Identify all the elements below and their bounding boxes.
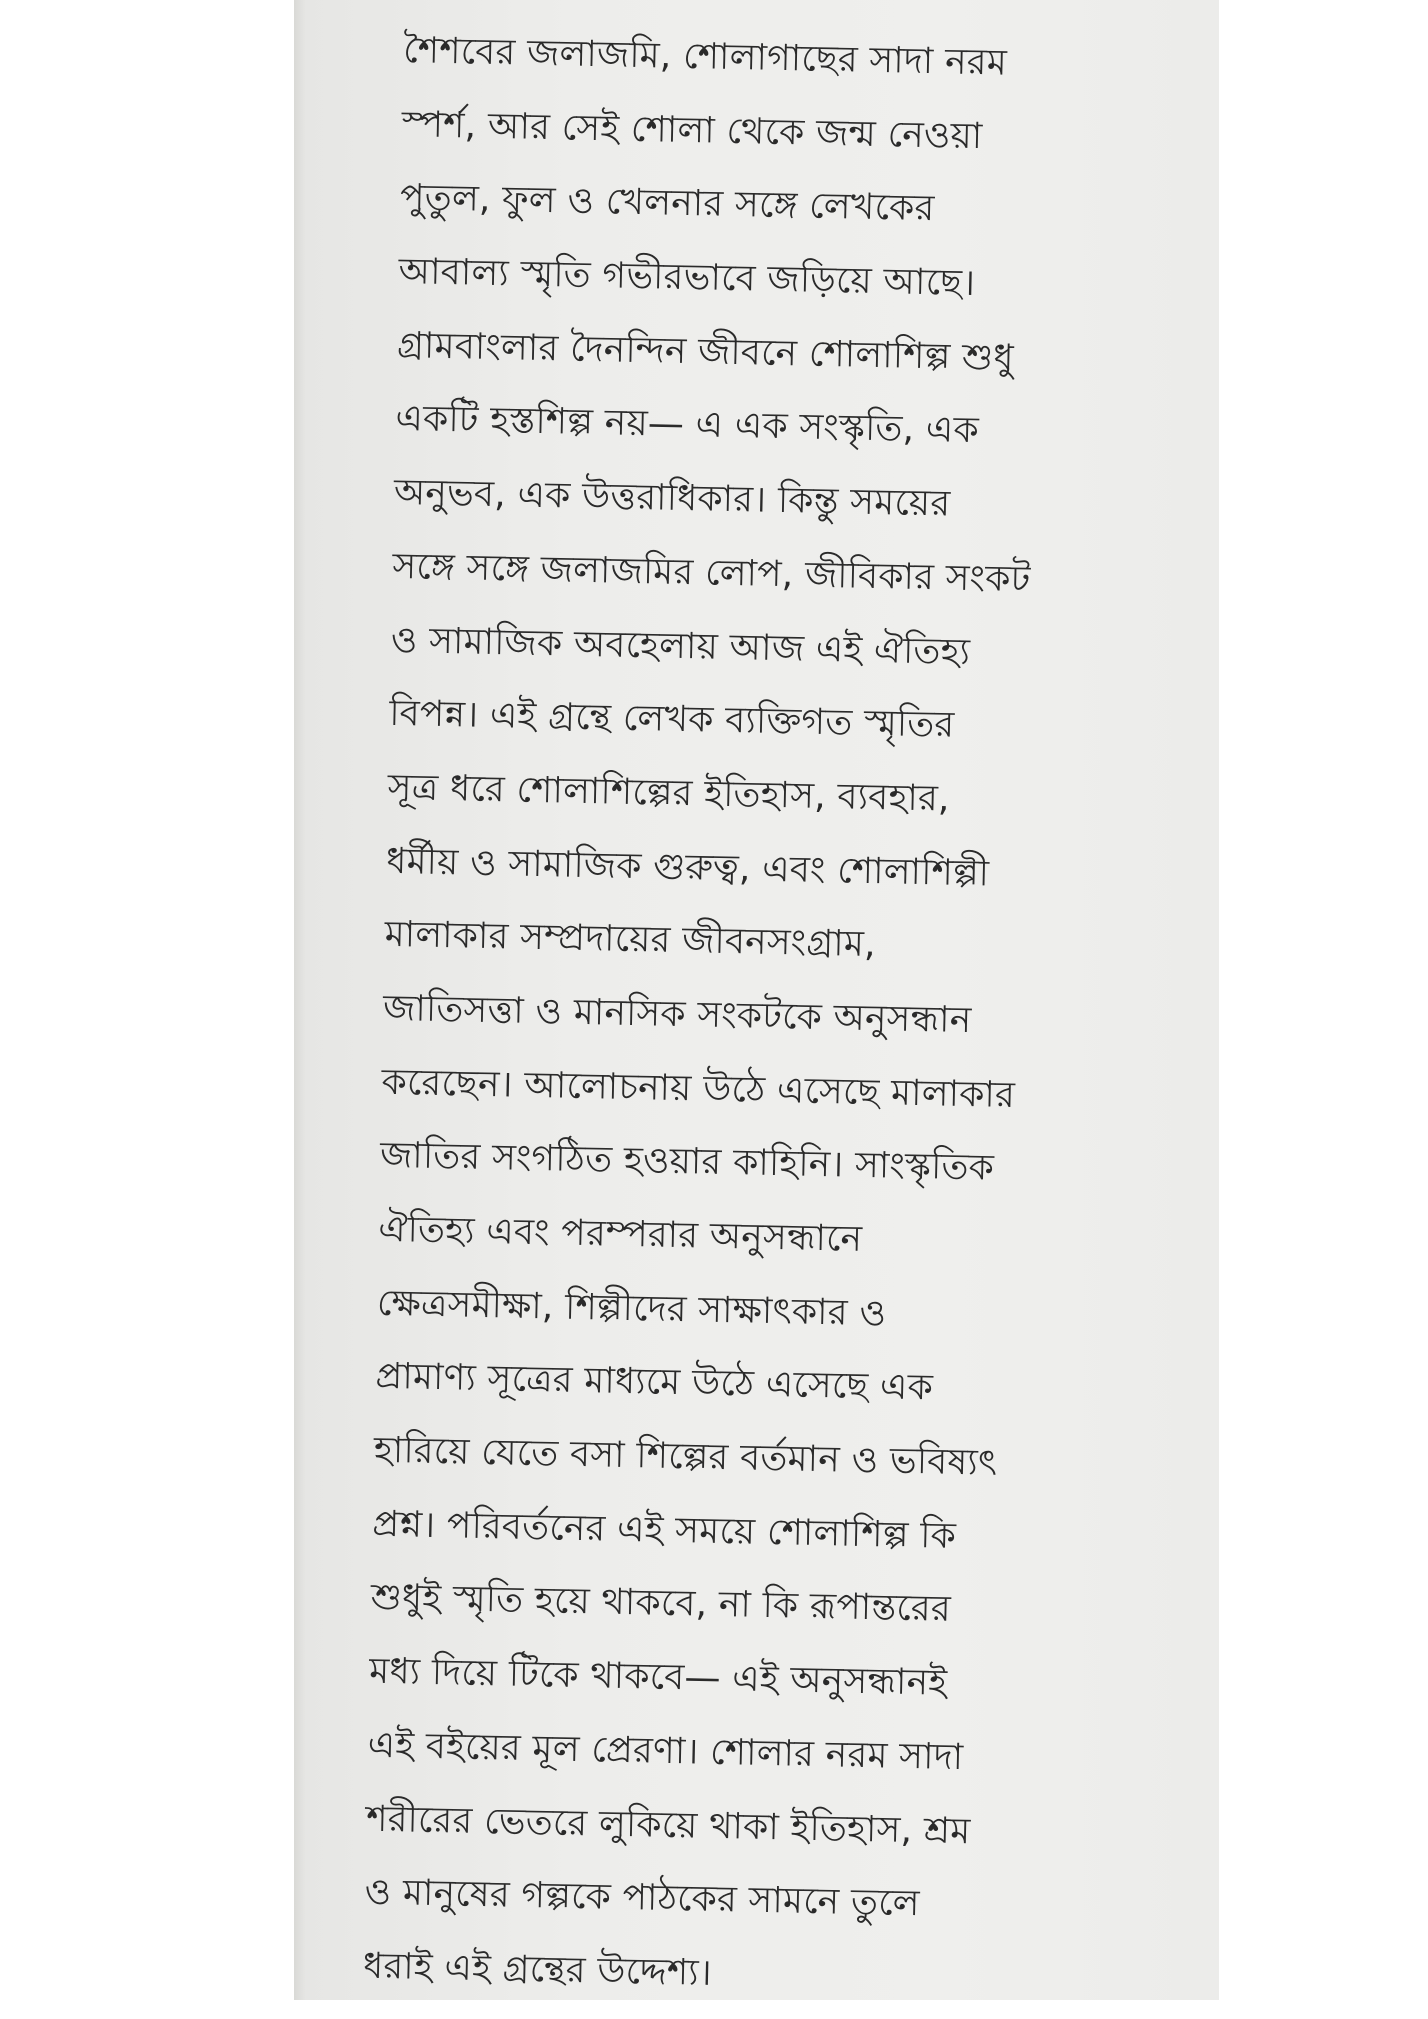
blurb-line-14: জাতিসত্তা ও মানসিক সংকটকে অনুসন্ধান xyxy=(382,987,972,1042)
blurb-line-23: মধ্য দিয়ে টিকে থাকবে— এই অনুসন্ধানই xyxy=(368,1650,948,1704)
blurb-line-19: প্রামাণ্য সূত্রের মাধ্যমে উঠে এসেছে এক xyxy=(375,1356,934,1409)
blurb-text-block xyxy=(362,14,1183,2019)
blurb-line-13: মালাকার সম্প্রদায়ের জীবনসংগ্রাম, xyxy=(384,914,877,966)
blurb-line-2: স্পর্শ, আর সেই শোলা থেকে জন্ম নেওয়া xyxy=(401,103,983,157)
blurb-line-22: শুধুই স্মৃতি হয়ে থাকবে, না কি রূপান্তরের xyxy=(370,1577,952,1631)
blurb-line-11: সূত্র ধরে শোলাশিল্পের ইতিহাস, ব্যবহার, xyxy=(387,766,951,820)
blurb-line-16: জাতির সংগঠিত হওয়ার কাহিনি। সাংস্কৃতিক xyxy=(379,1135,995,1189)
blurb-line-10: বিপন্ন। এই গ্রন্থে লেখক ব্যক্তিগত স্মৃতির xyxy=(388,693,955,746)
blurb-line-7: অনুভব, এক উত্তরাধিকার। কিন্তু সময়ের xyxy=(393,472,951,525)
blurb-line-3: পুতুল, ফুল ও খেলনার সঙ্গে লেখকের xyxy=(399,177,935,230)
page-edge-shadow xyxy=(294,0,306,2000)
blurb-line-27: ধরাই এই গ্রন্থের উদ্দেশ্য। xyxy=(362,1945,713,1994)
blurb-line-9: ও সামাজিক অবহেলায় আজ এই ঐতিহ্য xyxy=(390,619,971,673)
blurb-line-21: প্রশ্ন। পরিবর্তনের এই সময়ে শোলাশিল্প কি xyxy=(371,1503,957,1557)
blurb-line-24: এই বইয়ের মূল প্রেরণা। শোলার নরম সাদা xyxy=(367,1724,964,1778)
blurb-line-25: শরীরের ভেতরে লুকিয়ে থাকা ইতিহাস, শ্রম xyxy=(365,1798,971,1852)
blurb-line-4: আবাল্য স্মৃতি গভীরভাবে জড়িয়ে আছে। xyxy=(398,251,976,305)
blurb-line-5: গ্রামবাংলার দৈনন্দিন জীবনে শোলাশিল্প শুধু xyxy=(396,324,1015,379)
blurb-line-6: একটি হস্তশিল্প নয়— এ এক সংস্কৃতি, এক xyxy=(395,398,980,452)
blurb-line-18: ক্ষেত্রসমীক্ষা, শিল্পীদের সাক্ষাৎকার ও xyxy=(376,1282,887,1335)
blurb-line-12: ধর্মীয় ও সামাজিক গুরুত্ব, এবং শোলাশিল্পী xyxy=(385,840,990,895)
blurb-line-1: শৈশবের জলাজমি, শোলাগাছের সাদা নরম xyxy=(402,29,1008,84)
blurb-line-15: করেছেন। আলোচনায় উঠে এসেছে মালাকার xyxy=(381,1061,1016,1116)
blurb-line-8: সঙ্গে সঙ্গে জলাজমির লোপ, জীবিকার সংকট xyxy=(392,545,1031,601)
blurb-line-17: ঐতিহ্য এবং পরম্পরার অনুসন্ধানে xyxy=(378,1208,863,1260)
blurb-line-26: ও মানুষের গল্পকে পাঠকের সামনে তুলে xyxy=(364,1871,921,1925)
blurb-line-20: হারিয়ে যেতে বসা শিল্পের বর্তমান ও ভবিষ্যৎ xyxy=(373,1429,998,1484)
book-page xyxy=(294,0,1219,2000)
